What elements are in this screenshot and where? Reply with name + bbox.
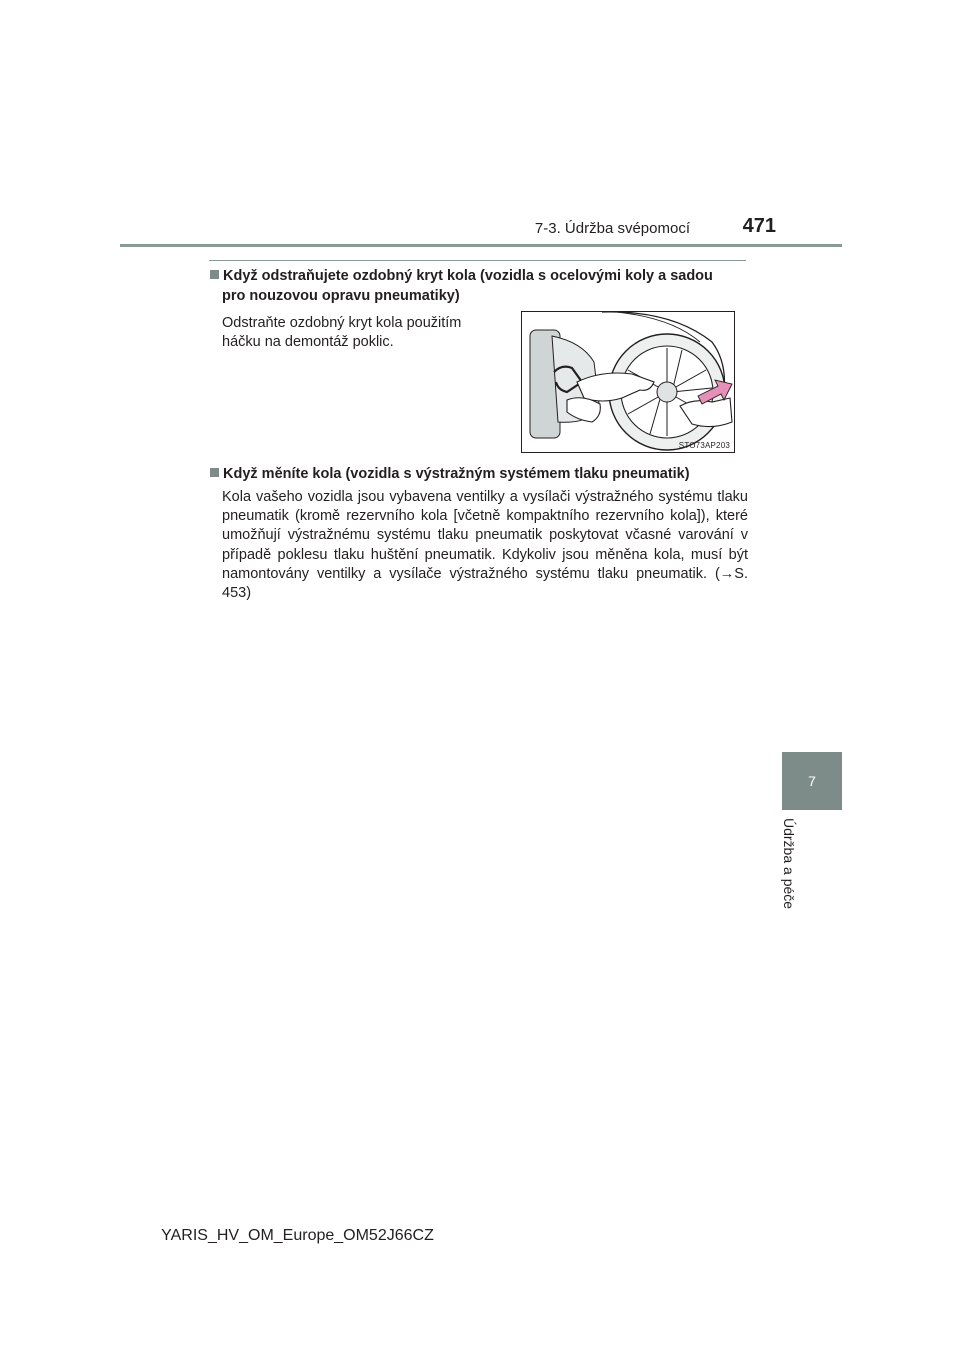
heading-line-2: pro nouzovou opravu pneumatiky) xyxy=(222,288,460,304)
section-title: 7-3. Údržba svépomocí xyxy=(534,220,690,237)
figure-code: STO73AP203 xyxy=(678,441,730,450)
chapter-title-text: Údržba a péče xyxy=(781,818,797,910)
section-heading-hubcap xyxy=(210,266,750,306)
header-rule xyxy=(120,244,842,247)
chapter-title xyxy=(776,818,806,918)
bullet-icon xyxy=(210,468,219,477)
hubcap-instruction: Odstraňte ozdobný kryt kola použitím háčku na demontáž poklic. xyxy=(222,315,462,351)
tpms-paragraph: Kola vašeho vozidla jsou vybavena ventilky a vysílači výstražného systému tlaku pneumatik (kromě rezervního kola [včetně kompaktního rezervního kola]), které umožňují výstražnému systému tlaku pneumatik poskytovat včasné varování v případě poklesu tlaku huštění pneumatik. Kdykoliv jsou měněna kola, musí být namontovány ventilky a vysílače výstražného systému tlaku pneumatik. (→S. 453) xyxy=(222,489,748,602)
hubcap-removal-figure xyxy=(521,311,735,453)
page-number: 471 xyxy=(742,215,776,237)
wheel-illustration xyxy=(522,312,734,452)
document-footer: YARIS_HV_OM_Europe_OM52J66CZ xyxy=(161,1227,434,1244)
section-divider xyxy=(209,260,746,261)
chapter-tab: 7 xyxy=(782,752,842,810)
heading-line-1: Když odstraňujete ozdobný kryt kola (vozidla s ocelovými koly a sadou xyxy=(223,268,713,284)
bullet-icon xyxy=(210,270,219,279)
heading-text: Když měníte kola (vozidla s výstražným systémem tlaku pneumatik) xyxy=(223,466,690,482)
section-heading-tpms xyxy=(210,464,750,484)
